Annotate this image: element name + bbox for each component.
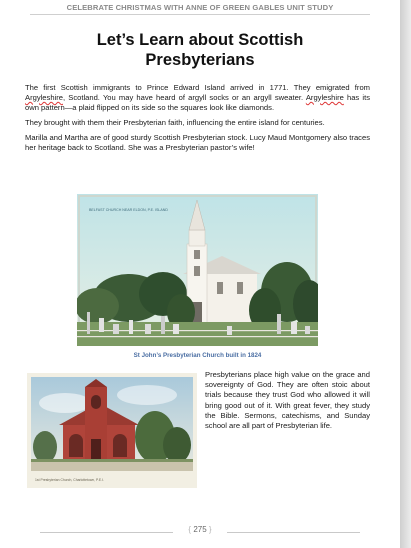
- red-church-postcard-photo: [27, 373, 197, 488]
- title-line-2: Presbyterians: [145, 51, 255, 69]
- right-brace: }: [206, 525, 212, 534]
- running-header: CELEBRATE CHRISTMAS WITH ANNE OF GREEN GABLES UNIT STUDY: [66, 3, 334, 12]
- spellcheck-word: Argyleshire: [25, 93, 63, 102]
- paragraph-marilla: Marilla and Martha are of good sturdy Scottish Presbyterian stock. Lucy Maud Montgomery also traces her heritage back to Scotland. She was a Presbyterian pastor’s wife!: [25, 133, 370, 152]
- page-number: [178, 525, 222, 534]
- page-title: [40, 30, 360, 70]
- page-edge-shadow: [400, 0, 411, 548]
- header-rule: [30, 14, 370, 15]
- church-postcard-photo: [77, 194, 318, 346]
- paragraph-faith: They brought with them their Presbyterian faith, influencing the entire island for centuries.: [25, 118, 325, 127]
- paragraph-immigrants-part-2: , Scotland. You may have heard of argyll socks or an argyll sweater.: [62, 93, 306, 102]
- church-photo-caption: St John’s Presbyterian Church built in 1824: [133, 352, 262, 359]
- body-text: [25, 83, 370, 158]
- paragraph-immigrants-part-3: has its own pattern—a plaid flipped on its side so the squares look like diamonds.: [25, 93, 370, 112]
- page-number-value: 275: [193, 525, 207, 534]
- footer-rule-left: [40, 532, 173, 533]
- paragraph-immigrants-part-1: The first Scottish immigrants to Prince Edward Island arrived in 1771. They emigrated from: [25, 83, 370, 92]
- postcard-inscription: 1st Presbyterian Church, Charlottetown, P.E.I.: [35, 478, 104, 482]
- footer-rule-right: [227, 532, 360, 533]
- title-line-1: Let’s Learn about Scottish: [96, 31, 304, 49]
- presbyterian-life-text: Presbyterians place high value on the grace and sovereignty of God. They are often stoic about trials because they trust God who allowed it will bring good out of it. With great fever, they study the Bible. Sermons, catechisms, and Sunday school are all part of Presbyterian life.: [205, 370, 370, 431]
- spellcheck-word: Argyleshire: [305, 93, 344, 102]
- left-brace: {: [188, 525, 194, 534]
- paragraph-immigrants: [25, 83, 370, 113]
- postcard-inscription: BELFAST CHURCH NEAR ELDON, P.E. ISLAND: [89, 208, 168, 212]
